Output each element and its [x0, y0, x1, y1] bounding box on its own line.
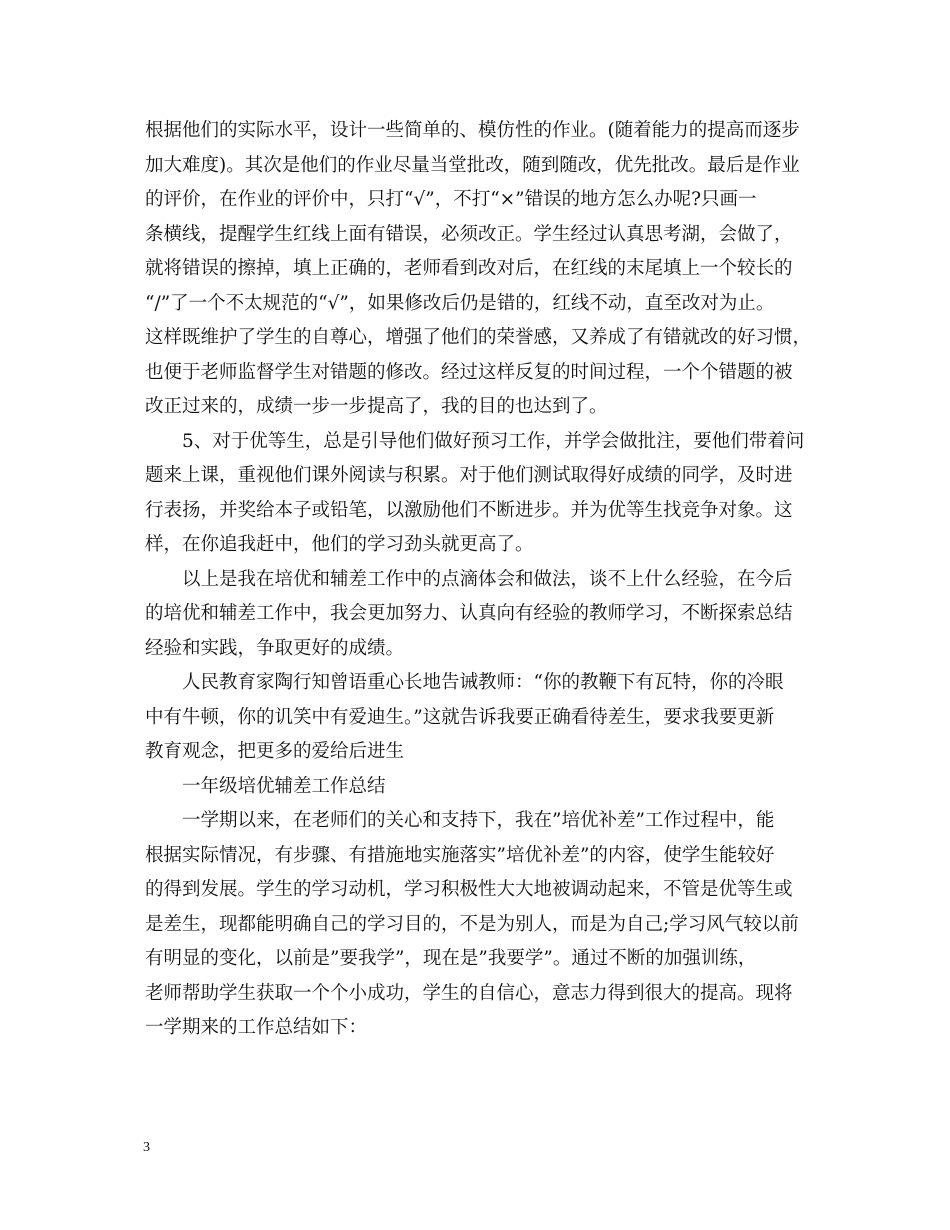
text-line: 改正过来的，成绩一步一步提高了，我的目的也达到了。	[145, 396, 608, 417]
text-line: 以上是我在培优和辅差工作中的点滴体会和做法，谈不上什么经验，在今后	[182, 568, 793, 590]
text-line: 题来上课，重视他们课外阅读与积累。对于他们测试取得好成绩的同学，及时进	[145, 465, 793, 486]
text-line: 这样既维护了学生的自尊心，增强了他们的荣誉感，又养成了有错就改的好习惯，	[145, 327, 812, 348]
paragraph	[145, 425, 825, 563]
paragraph	[145, 114, 825, 425]
text-line: 人民教育家陶行知曾语重心长地告诫教师：“你的教鞭下有瓦特，你的冷眼	[182, 672, 784, 693]
text-line: 根据实际情况，有步骤、有措施地实施落实”培优补差”的内容，使学生能较好	[145, 844, 775, 866]
text-line: 中有牛顿，你的讥笑中有爱迪生。”这就告诉我要正确看待差生，要求我要更新	[145, 706, 775, 728]
text-line: 一学期以来，在老师们的关心和支持下，我在”培优补差”工作过程中，能	[182, 810, 775, 831]
text-line: 样，在你追我赶中，他们的学习劲头就更高了。	[145, 534, 534, 555]
document-body	[145, 114, 825, 1046]
text-line: 老师帮助学生获取一个个小成功，学生的自信心，意志力得到很大的提高。现将	[145, 982, 793, 1004]
text-line: 5、对于优等生，总是引导他们做好预习工作，并学会做批注，要他们带着问	[182, 430, 805, 452]
paragraph	[145, 804, 825, 1046]
text-line: 也便于老师监督学生对错题的修改。经过这样反复的时间过程，一个个错题的被	[145, 361, 793, 383]
text-line: 经验和实践，争取更好的成绩。	[145, 637, 405, 659]
text-line: 的培优和辅差工作中，我会更加努力、认真向有经验的教师学习，不断探索总结	[145, 603, 793, 624]
paragraph	[145, 563, 825, 667]
text-line: 有明显的变化，以前是”要我学”，现在是”我要学”。通过不断的加强训练，	[145, 948, 757, 969]
text-line: “/”了一个不太规范的“√”，如果修改后仍是错的，红线不动，直至改对为止。	[145, 292, 775, 314]
text-line: 根据他们的实际水平，设计一些简单的、模仿性的作业。(随着能力的提高而逐步	[145, 120, 800, 141]
text-line: 的评价，在作业的评价中，只打“√”，不打“×”错误的地方怎么办呢?只画一	[145, 189, 757, 210]
text-line: 一年级培优辅差工作总结	[182, 775, 386, 797]
text-line: 教育观念，把更多的爱给后进生	[145, 741, 405, 762]
text-line: 的得到发展。学生的学习动机，学习积极性大大地被调动起来，不管是优等生或	[145, 879, 793, 900]
paragraph	[145, 666, 825, 770]
text-line: 就将错误的擦掉，填上正确的，老师看到改对后，在红线的末尾填上一个较长的	[145, 258, 793, 279]
text-line: 行表扬，并奖给本子或铅笔，以激励他们不断进步。并为优等生找竞争对象。这	[145, 499, 793, 521]
text-line: 条横线，提醒学生红线上面有错误，必须改正。学生经过认真思考湖，会做了，	[145, 223, 793, 245]
text-line: 加大难度)。其次是他们的作业尽量当堂批改，随到随改，优先批改。最后是作业	[145, 154, 800, 176]
paragraph	[145, 770, 825, 805]
page-number: 3	[143, 1140, 150, 1155]
text-line: 是差生，现都能明确自己的学习目的，不是为别人，而是为自己;学习风气较以前	[145, 913, 799, 935]
text-line: 一学期来的工作总结如下：	[145, 1017, 368, 1038]
